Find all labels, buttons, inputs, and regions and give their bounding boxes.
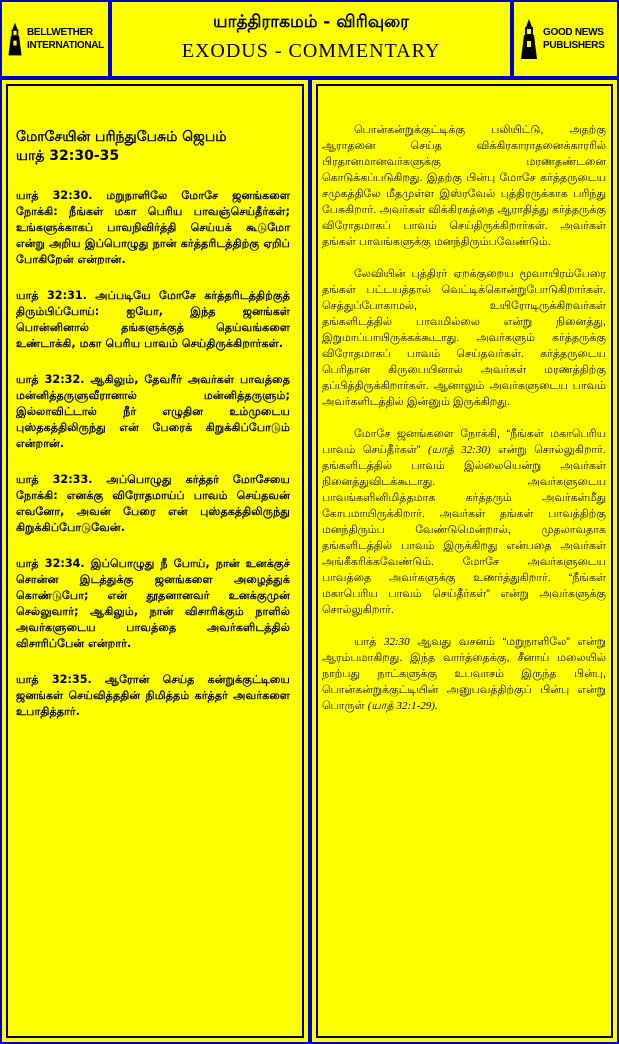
verse-32-35: யாத் 32:35. ஆரோன் செய்த கன்றுக்குட்டியை ஜனங்கள் செய்வித்ததின் நிமித்தம் கர்த்தர் அவர்களை உபாதித்தார். bbox=[16, 673, 290, 718]
bellwether-logo bbox=[2, 2, 108, 76]
section-heading bbox=[16, 128, 290, 166]
scripture-reference: (யாத் 32:30) bbox=[428, 444, 491, 456]
commentary-text bbox=[322, 122, 606, 730]
paragraph-3-rest: என்று சொல்லுகிறார். தங்களிடத்தில் பாவம் இல்லையென்று அவர்கள் நினைத்துவிடக்கூடாது. அவர்களுடைய பாவங்களினிமித்தமாக கர்த்தரும் அவர்கள்மீது கோபமாயிருக்கிறார். அவர்கள் தங்கள் பாவத்திற்கு மனந்திரும்ப வேண்டுமென்றால், முதலாவதாக தங்களிடத்தில் பாவம் இருக்கிறது என்பதை அவர்கள் அங்கீகரிக்கவேண்டும். மோசே அவர்களுடைய பாவத்தை அவர்களுக்கு உணர்த்துகிறார். “நீங்கள் மகாபெரிய பாவம் செய்தீர்கள்” என்று அவர்களுக்கு சொல்லுகிறார். bbox=[322, 444, 606, 616]
left-logo-line2: INTERNATIONAL bbox=[26, 40, 104, 51]
header-right-panel bbox=[512, 0, 619, 78]
scripture-reference: 32:30 bbox=[383, 636, 410, 648]
paragraph-3-start: மோசே ஜனங்களை நோக்கி, “நீங்கள் மகாபெரிய பாவம் செய்தீர்கள்” bbox=[322, 428, 606, 456]
header-left-panel bbox=[0, 0, 110, 78]
paragraph-4-middle: ஆவது வசனம் “மறுநாளிலே” என்று ஆரம்பமாகிறது. இந்த வார்த்தைக்கு, சீனாய் மலையில் நாற்பது நாட்களுக்கு உபவாசம் இருந்த பின்பு, பொன்கன்றுக்குட்டியின் அனுபவத்திற்குப் பின்பு என்று பொருள் bbox=[322, 636, 606, 712]
commentary-paragraph-1: பொன்கன்றுக்குட்டிக்கு பலியிட்டு, அதற்கு ஆராதனை செய்த விக்கிரகாராதனைக்காரரில் பிரதானமானவர்களுக்கு மரணதண்டனை கொடுக்கப்படுகிறது. இதற்கு பின்பு மோசே கர்த்தருடைய சமுகத்திலே மீதமுள்ள இஸ்ரவேல் புத்திரருக்காக பரிந்து பேசுகிறார். அவர்கள் விக்கிரகத்தை ஆராதித்து கர்த்தருக்கு விரோதமாகப் பாவம் செய்திருக்கிறார்கள். அவர்கள் தங்கள் பாவங்களுக்கு மனந்திரும்பவேண்டும். bbox=[322, 124, 606, 248]
verse-32-34: யாத் 32:34. இப்பொழுது நீ போய், நான் உனக்குச் சொன்ன இடத்துக்கு ஜனங்களை அழைத்துக் கொண்டுபோ; என் தூதனானவர் உனக்குமுன் செல்லுவார்; ஆகிலும், நான் விசாரிக்கும் நாளில் அவர்களுடைய பாவத்தை அவர்களிடத்தில் விசாரிப்பேன் என்றார். bbox=[16, 557, 290, 650]
verse-32-32: யாத் 32:32. ஆகிலும், தேவரீர் அவர்கள் பாவத்தை மன்னித்தருளுவீரானால் மன்னித்தருளும்; இல்லாவிட்டால் நீர் எழுதின உம்முடைய புஸ்தகத்திலிருந்து என் பேரைக் கிறுக்கிப்போடும் என்றான். bbox=[16, 373, 290, 450]
right-logo-line1: GOOD NEWS bbox=[543, 27, 604, 38]
left-logo-line1: BELLWETHER bbox=[26, 27, 93, 38]
title-tamil: யாத்திராகமம் - விரிவுரை bbox=[213, 12, 409, 32]
commentary-paragraph-4 bbox=[322, 634, 606, 714]
commentary-paragraph-3 bbox=[322, 426, 606, 618]
bell-tower-icon bbox=[518, 17, 540, 61]
verses-column bbox=[0, 78, 310, 1044]
paragraph-4-start: யாத் bbox=[354, 636, 377, 648]
title-english: EXODUS - COMMENTARY bbox=[181, 40, 441, 62]
commentary-paragraph-2: லேவியின் புத்திரர் ஏறக்குறைய மூவாயிரம்பேரை தங்கள் பட்டயத்தால் வெட்டிக்கொன்றுபோடுகிறார்கள். செத்துப்போகாமல், உயிரோடிருக்கிறவர்கள் தங்களிடத்தில் பாவமில்லை என்று நினைத்து, இறுமாப்பாயிருக்கக்கூடாது. அவர்களும் கர்த்தருக்கு விரோதமாகப் பாவம் செய்தவர்கள். கர்த்தருடைய பெரிதான கிருபையினால் அவர்கள் மரணத்திற்கு தப்பித்திருக்கிறார்கள். ஆனாலும் அவர்களுடைய பாவம் அவர்களிடத்தில் இன்னும் இருக்கிறது. bbox=[322, 268, 606, 408]
header-title-panel bbox=[110, 0, 512, 78]
verse-32-31: யாத் 32:31. அப்படியே மோசே கர்த்தரிடத்திற்குத் திரும்பிப்போய்: ஐயோ, இந்த ஜனங்கள் பொன்னினால் தங்களுக்குத் தெய்வங்களை உண்டாக்கி, மகா பெரிய பாவம் செய்திருக்கிறார்கள். bbox=[16, 289, 290, 350]
bell-tower-icon bbox=[6, 17, 24, 61]
scripture-reference: (யாத் 32:1-29). bbox=[367, 700, 438, 712]
heading-reference: யாத் 32:30-35 bbox=[16, 148, 120, 164]
verse-32-33: யாத் 32:33. அப்பொழுது கர்த்தர் மோசேயை நோக்கி: எனக்கு விரோதமாய்ப் பாவம் செய்தவன் எவனோ, அவன் பேரை என் புஸ்தகத்திலிருந்து கிறுக்கிப்போடுவேன். bbox=[16, 473, 290, 534]
good-news-logo bbox=[514, 2, 617, 76]
commentary-column bbox=[310, 78, 619, 1044]
verses-text bbox=[16, 128, 290, 740]
verse-32-30: யாத் 32:30. மறுநாளிலே மோசே ஜனங்களை நோக்கி: நீங்கள் மகா பெரிய பாவஞ்செய்தீர்கள்; உங்களுக்காகப் பாவநிவிர்த்தி செய்யக் கூடுமோ என்று அறிய இப்பொழுது நான் கர்த்தரிடத்திற்கு ஏறிப் போகிறேன் என்றான். bbox=[16, 189, 290, 266]
heading-title: மோசேயின் பரிந்துபேசும் ஜெபம் bbox=[16, 129, 227, 145]
right-logo-line2: PUBLISHERS bbox=[543, 40, 605, 51]
